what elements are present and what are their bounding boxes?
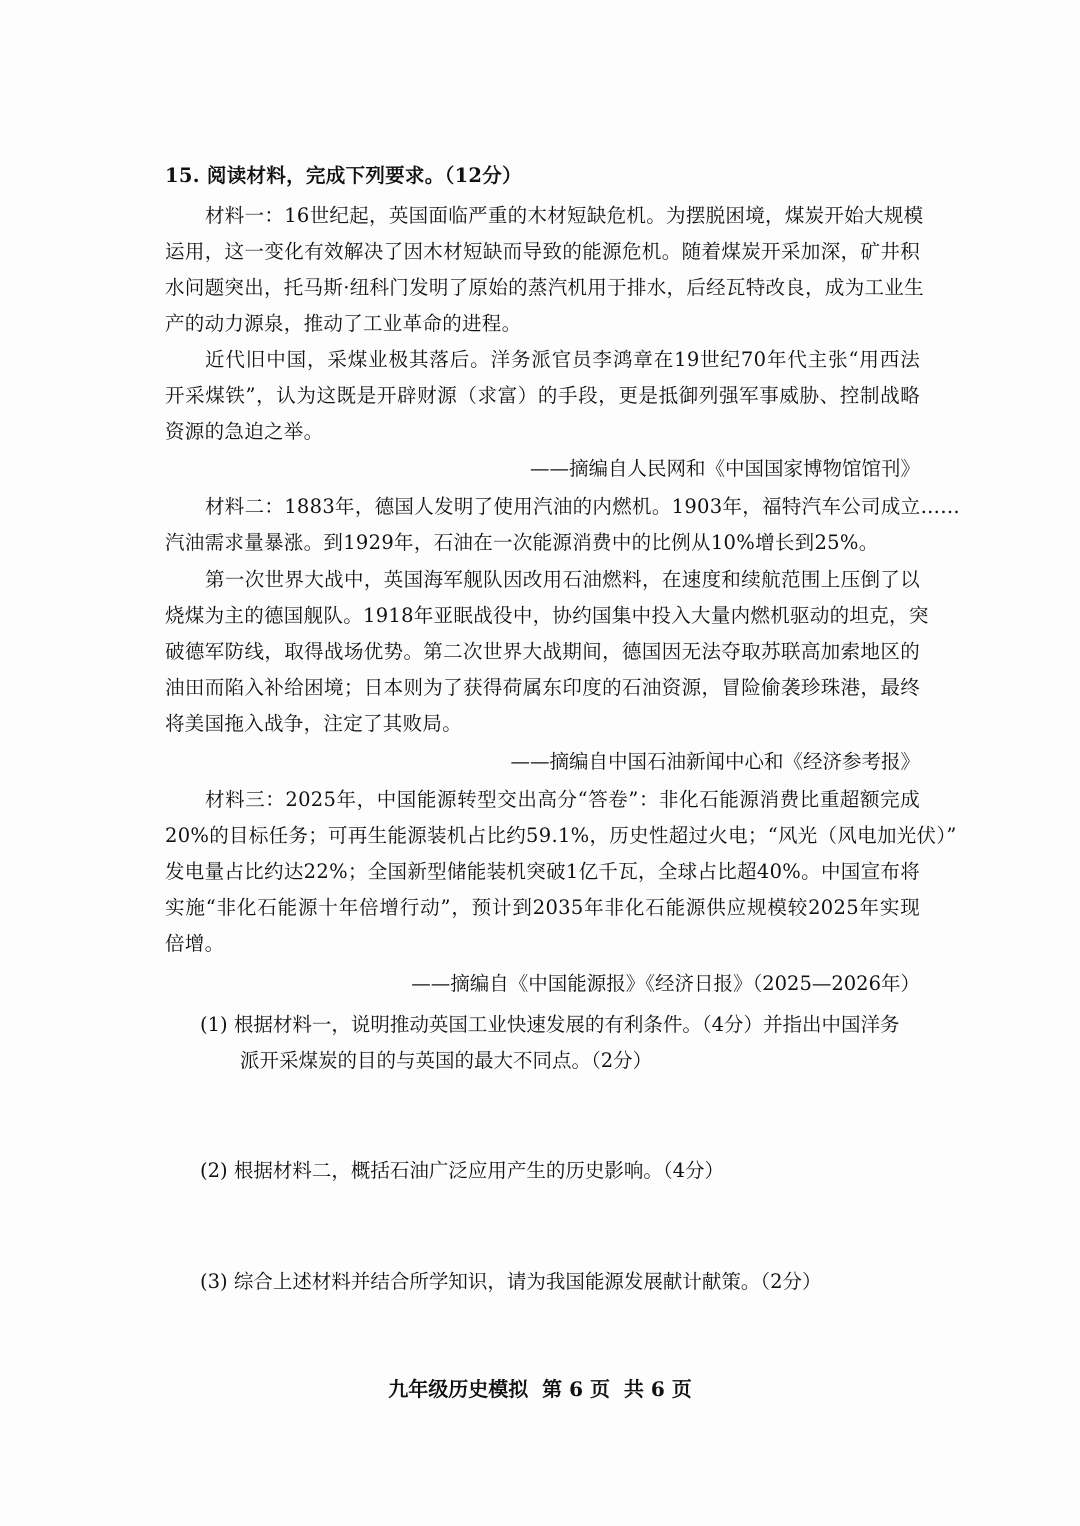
material2-para2-line: 烧煤为主的德国舰队。1918年亚眠战役中，协约国集中投入大量内燃机驱动的坦克，突 [165,604,929,627]
question-header: 15. 阅读材料，完成下列要求。（12分） [165,164,522,187]
material2-line: 汽油需求量暴涨。到1929年，石油在一次能源消费中的比例从10%增长到25%。 [165,531,879,554]
material2-line: 材料二：1883年，德国人发明了使用汽油的内燃机。1903年，福特汽车公司成立…… [205,495,961,518]
material2-para2-line: 破德军防线，取得战场优势。第二次世界大战期间，德国因无法夺取苏联高加索地区的 [165,640,920,663]
material1-para2-line: 近代旧中国，采煤业极其落后。洋务派官员李鸿章在19世纪70年代主张“用西法 [205,348,920,371]
sub-question-3: (3) 综合上述材料并结合所学知识，请为我国能源发展献计献策。（2分） [200,1270,822,1293]
material1-source: ——摘编自人民网和《中国国家博物馆馆刊》 [529,457,920,480]
material3-line: 实施“非化石能源十年倍增行动”，预计到2035年非化石能源供应规模较2025年实现 [165,896,920,919]
material1-line: 产的动力源泉，推动了工业革命的进程。 [165,312,522,335]
material1-para2-line: 开采煤铁”，认为这既是开辟财源（求富）的手段，更是抵御列强军事威胁、控制战略 [165,384,920,407]
material1-line: 材料一：16世纪起，英国面临严重的木材短缺危机。为摆脱困境，煤炭开始大规模 [205,204,924,227]
sub-question-2: (2) 根据材料二，概括石油广泛应用产生的历史影响。（4分） [200,1159,724,1182]
material2-source: ——摘编自中国石油新闻中心和《经济参考报》 [510,750,920,773]
material3-line: 20%的目标任务；可再生能源装机占比约59.1%，历史性超过火电；“风光（风电加光伏）” [165,824,957,847]
material2-para2-line: 将美国拖入战争，注定了其败局。 [165,712,463,735]
sub-question-1-cont: 派开采煤炭的目的与英国的最大不同点。（2分） [240,1049,653,1072]
material2-para2-line: 第一次世界大战中，英国海军舰队因改用石油燃料，在速度和续航范围上压倒了以 [205,568,920,591]
material3-line: 倍增。 [165,932,225,955]
material3-source: ——摘编自《中国能源报》《经济日报》（2025—2026年） [411,972,920,995]
material1-line: 运用，这一变化有效解决了因木材短缺而导致的能源危机。随着煤炭开采加深，矿井积 [165,240,920,263]
sub-question-1: (1) 根据材料一，说明推动英国工业快速发展的有利条件。（4分）并指出中国洋务 [200,1013,900,1036]
material1-para2-line: 资源的急迫之举。 [165,420,324,443]
material1-line: 水问题突出，托马斯·纽科门发明了原始的蒸汽机用于排水，后经瓦特改良，成为工业生 [165,276,924,299]
material3-line: 材料三：2025年，中国能源转型交出高分“答卷”：非化石能源消费比重超额完成 [205,788,920,811]
material2-para2-line: 油田而陷入补给困境；日本则为了获得荷属东印度的石油资源，冒险偷袭珍珠港，最终 [165,676,920,699]
material3-line: 发电量占比约达22%；全国新型储能装机突破1亿千瓦，全球占比超40%。中国宣布将 [165,860,920,883]
page-footer: 九年级历史模拟 第 6 页 共 6 页 [388,1377,692,1401]
